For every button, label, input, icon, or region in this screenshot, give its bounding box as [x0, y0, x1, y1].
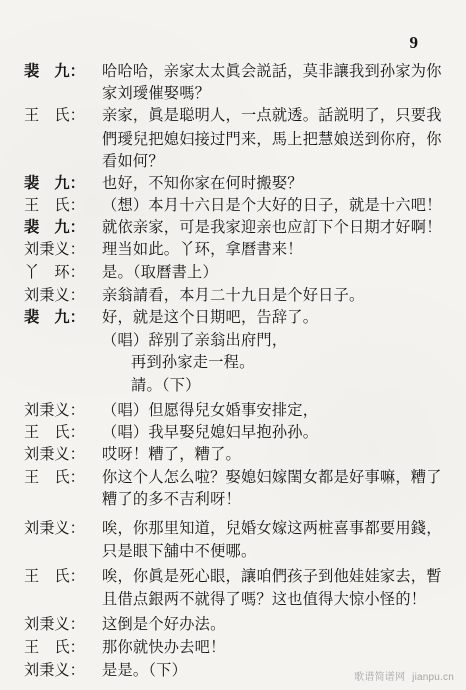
- speech-text: 再到孙家走一程。: [131, 353, 255, 371]
- speech-text: 看如何？: [102, 152, 164, 170]
- speaker-name: 王 氏：: [24, 638, 85, 656]
- speaker-name: 刘秉义：: [24, 240, 85, 258]
- speech-text: 哈哈哈，亲家太太眞会説話，莫非讓我到孙家为你: [102, 62, 442, 80]
- speech-text: 唉，你眞是死心眼，讓咱們孩子到他娃娃家去，暫: [102, 567, 442, 585]
- page-number: 9: [409, 33, 418, 52]
- speech-text: 唉，你那里知道，兒婚女嫁这两桩喜事都要用錢，: [102, 519, 442, 537]
- speaker-name: 刘秉义：: [24, 286, 85, 304]
- dialogue-line-7: [24, 194, 444, 216]
- dialogue-line-2: [24, 82, 444, 104]
- speech-text: 好，就是这个日期吧，告辞了。: [102, 308, 319, 326]
- speaker-name: 王 氏：: [24, 196, 85, 214]
- speaker-name: 王 氏：: [24, 468, 85, 486]
- speech-text: 哎呀！糟了，糟了。: [102, 445, 241, 463]
- dialogue-line-12: [24, 306, 444, 328]
- speaker-name: 刘秉义：: [24, 661, 85, 679]
- speech-text: 你这个人怎么啦？娶媳妇嫁閨女都是好事嘛，糟了: [102, 468, 442, 486]
- speaker-name: 王 氏：: [24, 106, 85, 124]
- speaker-name: 王 氏：: [24, 423, 85, 441]
- dialogue-line-6: [24, 172, 444, 194]
- speech-text: 家刘璦催娶嗎？: [102, 84, 211, 102]
- dialogue-line-5: [24, 150, 444, 172]
- dialogue-line-14: [24, 421, 444, 443]
- dialogue-line-22: [24, 613, 444, 635]
- stage-direction-line: [24, 374, 444, 396]
- speech-text: 亲翁請看，本月二十九日是个好日子。: [102, 286, 365, 304]
- dialogue-line-1: [24, 60, 444, 82]
- speech-text: （唱）辞别了亲翁出府門，: [102, 331, 288, 349]
- speaker-name: 刘秉义：: [24, 519, 85, 537]
- speech-text: 是。（取曆書上）: [102, 263, 218, 281]
- speech-text: 也好，不知你家在何时搬娶？: [102, 174, 303, 192]
- dialogue-line-20: [24, 565, 444, 587]
- speech-text: 只是眼下舖中不便哪。: [102, 542, 257, 560]
- speech-text: 理当如此。丫环，拿曆書来！: [102, 240, 303, 258]
- speaker-name: 裴 九：: [24, 174, 85, 192]
- speaker-name: 刘秉义：: [24, 445, 85, 463]
- dialogue-line-11: [24, 284, 444, 306]
- speech-text: （唱）但愿得兒女婚事安排定，: [102, 401, 319, 419]
- speaker-name: 刘秉义：: [24, 615, 85, 633]
- speaker-name: 裴 九：: [24, 62, 85, 80]
- site-watermark: [336, 668, 454, 683]
- speech-text: 亲家，眞是聪明人，一点就透。話説明了，只要我: [102, 106, 442, 124]
- dialogue-line-19: [24, 540, 444, 562]
- watermark-site-name: 歌谱简谱网: [354, 672, 406, 683]
- dialogue-line-3: [24, 104, 444, 126]
- dialogue-line-21: [24, 588, 444, 610]
- speaker-name: 裴 九：: [24, 218, 85, 236]
- speech-text: （唱）我早娶兒媳妇早抱孙孙。: [102, 423, 319, 441]
- dialogue-line-18: [24, 517, 444, 539]
- speech-text: 就依亲家，可是我家迎亲也应訂下个日期才好啊！: [102, 218, 442, 236]
- dialogue-line-16: [24, 466, 444, 488]
- dialogue-line-4: [24, 128, 444, 150]
- dialogue-line-9: [24, 238, 444, 260]
- dialogue-line-8: [24, 216, 444, 238]
- dialogue-line-13: [24, 399, 444, 421]
- speech-text: 那你就快办去吧！: [102, 638, 226, 656]
- speaker-name: 丫 环：: [24, 263, 85, 281]
- speech-text: 且借点銀两不就得了嗎？这也值得大惊小怪的！: [102, 590, 427, 608]
- sung-line-2: [24, 351, 444, 373]
- speech-text: 这倒是个好办法。: [102, 615, 226, 633]
- dialogue-line-10: [24, 261, 444, 283]
- speaker-name: 裴 九：: [24, 308, 85, 326]
- dialogue-line-15: [24, 443, 444, 465]
- speech-text: （想）本月十六日是个大好的日子，就是十六吧！: [102, 196, 442, 214]
- speech-text: 是是。（下）: [102, 661, 188, 679]
- dialogue-line-23: [24, 636, 444, 658]
- speaker-name: 王 氏：: [24, 567, 85, 585]
- speech-text: 請。（下）: [131, 376, 201, 394]
- speech-text: 糟了的多不吉利呀！: [102, 490, 241, 508]
- watermark-site-url: jianpu.cn: [412, 672, 454, 683]
- sung-line-1: [24, 329, 444, 351]
- dialogue-line-17: [24, 488, 444, 510]
- speaker-name: 刘秉义：: [24, 401, 85, 419]
- speech-text: 們璦兒把媳妇接过門来，馬上把慧娘送到你府，你: [102, 130, 442, 148]
